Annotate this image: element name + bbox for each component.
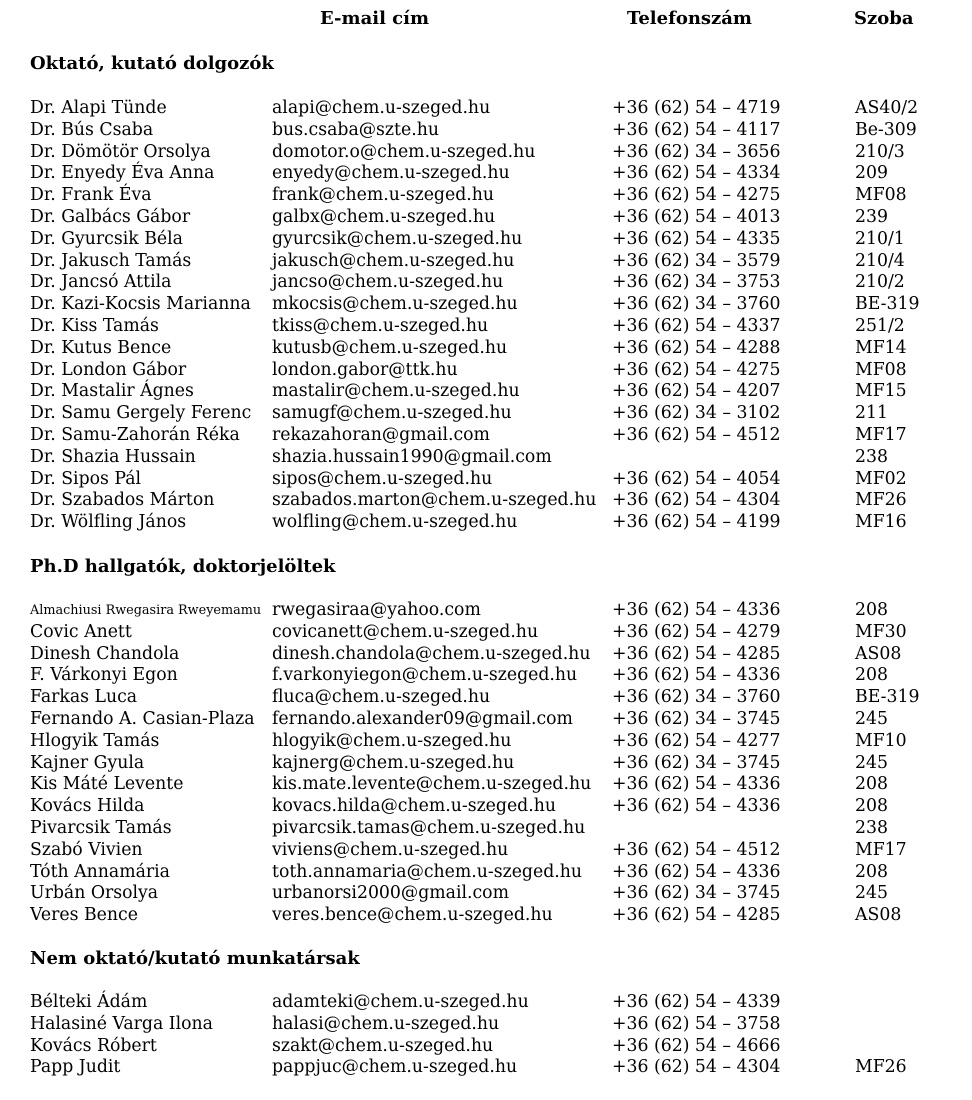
phone-number: +36 (62) 34 – 3102 [612,403,781,424]
phone-number: +36 (62) 54 – 4275 [612,185,781,206]
section-title-teaching-staff: Oktató, kutató dolgozók [30,53,274,74]
email-address: viviens@chem.u-szeged.hu [272,839,509,860]
email-address: frank@chem.u-szeged.hu [272,185,495,206]
person-name: F. Várkonyi Egon [30,665,178,686]
person-name: Dr. Mastalir Ágnes [30,381,194,402]
email-address: pappjuc@chem.u-szeged.hu [272,1057,518,1078]
column-header-room: Szoba [854,8,914,29]
section-teaching-staff [0,98,972,534]
table-row [0,709,972,731]
phone-number: +36 (62) 54 – 4117 [612,119,781,140]
phone-number: +36 (62) 54 – 4719 [612,98,781,118]
person-name: Halasiné Varga Ilona [30,1013,213,1034]
room-number: MF08 [855,185,907,206]
email-address: wolfling@chem.u-szeged.hu [272,512,518,533]
person-name: Dr. Kazi-Kocsis Marianna [30,294,251,315]
email-address: f.varkonyiegon@chem.u-szeged.hu [272,665,578,686]
room-number: MF16 [855,512,907,533]
person-name: Veres Bence [30,905,138,926]
section-non-teaching-staff [0,992,972,1079]
email-address: mkocsis@chem.u-szeged.hu [272,294,518,315]
table-row [0,818,972,840]
phone-number: +36 (62) 54 – 4512 [612,839,781,860]
person-name: Dr. Dömötör Orsolya [30,141,211,162]
room-number: 245 [855,708,888,729]
room-number: 245 [855,752,888,773]
room-number: 210/2 [855,272,905,293]
email-address: tkiss@chem.u-szeged.hu [272,315,489,336]
email-address: jakusch@chem.u-szeged.hu [272,250,515,271]
phone-number: +36 (62) 54 – 4335 [612,228,781,249]
room-number: MF26 [855,1057,907,1078]
person-name: Dinesh Chandola [30,643,180,664]
email-address: szabados.marton@chem.u-szeged.hu [272,490,597,511]
room-number: 239 [855,206,888,227]
email-address: jancso@chem.u-szeged.hu [272,272,504,293]
phone-number: +36 (62) 34 – 3760 [612,687,781,708]
room-number: 208 [855,861,888,882]
phone-number: +36 (62) 54 – 4285 [612,905,781,926]
email-address: urbanorsi2000@gmail.com [272,883,509,904]
email-address: halasi@chem.u-szeged.hu [272,1013,500,1034]
room-number: MF14 [855,337,907,358]
email-address: mastalir@chem.u-szeged.hu [272,381,520,402]
room-number: MF17 [855,424,907,445]
room-number: MF10 [855,730,907,751]
email-address: kovacs.hilda@chem.u-szeged.hu [272,796,557,817]
email-address: kajnerg@chem.u-szeged.hu [272,752,515,773]
table-row [0,142,972,164]
email-address: hlogyik@chem.u-szeged.hu [272,730,512,751]
email-address: galbx@chem.u-szeged.hu [272,206,496,227]
room-number: MF17 [855,839,907,860]
table-row [0,753,972,775]
table-row [0,360,972,382]
table-row [0,207,972,229]
person-name: Tóth Annamária [30,861,170,882]
phone-number: +36 (62) 54 – 4339 [612,992,781,1012]
table-row [0,796,972,818]
room-number: 209 [855,163,888,184]
phone-number: +36 (62) 34 – 3760 [612,294,781,315]
phone-number: +36 (62) 54 – 4337 [612,315,781,336]
email-address: enyedy@chem.u-szeged.hu [272,163,510,184]
table-row [0,163,972,185]
email-address: fluca@chem.u-szeged.hu [272,687,491,708]
room-number: 238 [855,446,888,467]
person-name: Dr. Enyedy Éva Anna [30,163,215,184]
room-number: 251/2 [855,315,905,336]
table-row [0,622,972,644]
room-number: BE-319 [855,687,920,708]
person-name: Dr. Shazia Hussain [30,446,196,467]
person-name: Dr. Samu-Zahorán Réka [30,424,240,445]
email-address: shazia.hussain1990@gmail.com [272,446,552,467]
person-name: Dr. Jakusch Tamás [30,250,192,271]
person-name: Dr. Wölfling János [30,512,187,533]
phone-number: +36 (62) 34 – 3745 [612,752,781,773]
table-row [0,731,972,753]
room-number: 245 [855,883,888,904]
person-name: Bélteki Ádám [30,992,148,1012]
email-address: rwegasiraa@yahoo.com [272,600,481,620]
phone-number: +36 (62) 54 – 4279 [612,621,781,642]
person-name: Szabó Vivien [30,839,143,860]
phone-number: +36 (62) 54 – 4304 [612,1057,781,1078]
email-address: dinesh.chandola@chem.u-szeged.hu [272,643,591,664]
person-name: Kovács Hilda [30,796,145,817]
email-address: veres.bence@chem.u-szeged.hu [272,905,553,926]
room-number: 208 [855,774,888,795]
person-name: Papp Judit [30,1057,121,1078]
phone-number: +36 (62) 54 – 4199 [612,512,781,533]
table-row [0,381,972,403]
table-row [0,883,972,905]
email-address: gyurcsik@chem.u-szeged.hu [272,228,523,249]
room-number: 238 [855,817,888,838]
room-number: MF15 [855,381,907,402]
room-number: Be-309 [855,119,917,140]
table-row [0,644,972,666]
person-name: Dr. Szabados Márton [30,490,215,511]
room-number: MF30 [855,621,907,642]
room-number: MF08 [855,359,907,380]
table-row [0,1036,972,1058]
email-address: bus.csaba@szte.hu [272,119,439,140]
email-address: covicanett@chem.u-szeged.hu [272,621,539,642]
phone-number: +36 (62) 54 – 4336 [612,796,781,817]
table-row [0,120,972,142]
email-address: kis.mate.levente@chem.u-szeged.hu [272,774,592,795]
email-address: domotor.o@chem.u-szeged.hu [272,141,536,162]
table-row [0,600,972,622]
section-title-non-teaching-staff: Nem oktató/kutató munkatársak [30,948,360,969]
room-number: AS08 [855,905,902,926]
person-name: Dr. Jancsó Attila [30,272,172,293]
phone-number: +36 (62) 34 – 3745 [612,883,781,904]
table-row [0,490,972,512]
section-phd-students [0,600,972,927]
person-name: Kovács Róbert [30,1035,157,1056]
phone-number: +36 (62) 54 – 4336 [612,774,781,795]
table-row [0,229,972,251]
phone-number: +36 (62) 54 – 3758 [612,1013,781,1034]
phone-number: +36 (62) 54 – 4336 [612,665,781,686]
person-name: Kajner Gyula [30,752,145,773]
person-name: Pivarcsik Tamás [30,817,172,838]
column-header-phone: Telefonszám [627,8,752,29]
phone-number: +36 (62) 54 – 4054 [612,468,781,489]
phone-number: +36 (62) 34 – 3656 [612,141,781,162]
phone-number: +36 (62) 54 – 4013 [612,206,781,227]
phone-number: +36 (62) 54 – 4304 [612,490,781,511]
phone-number: +36 (62) 54 – 4512 [612,424,781,445]
phone-number: +36 (62) 34 – 3753 [612,272,781,293]
table-row [0,98,972,120]
table-row [0,774,972,796]
table-row [0,185,972,207]
phone-number: +36 (62) 54 – 4275 [612,359,781,380]
phone-number: +36 (62) 54 – 4277 [612,730,781,751]
phone-number: +36 (62) 54 – 4288 [612,337,781,358]
person-name: Dr. Kutus Bence [30,337,172,358]
email-address: rekazahoran@gmail.com [272,424,490,445]
table-row [0,403,972,425]
person-name: Covic Anett [30,621,132,642]
room-number: MF26 [855,490,907,511]
phone-number: +36 (62) 54 – 4336 [612,861,781,882]
phone-number: +36 (62) 34 – 3579 [612,250,781,271]
room-number: 210/1 [855,228,905,249]
person-name: Dr. Galbács Gábor [30,206,191,227]
table-row [0,687,972,709]
person-name: Almachiusi Rwegasira Rweyemamu [30,603,262,618]
table-row [0,840,972,862]
email-address: samugf@chem.u-szeged.hu [272,403,512,424]
table-row [0,862,972,884]
email-address: london.gabor@ttk.hu [272,359,458,380]
room-number: 208 [855,600,888,620]
phone-number: +36 (62) 54 – 4285 [612,643,781,664]
table-row [0,447,972,469]
person-name: Dr. Alapi Tünde [30,98,167,118]
table-row [0,469,972,491]
phone-number: +36 (62) 34 – 3745 [612,708,781,729]
table-row [0,1014,972,1036]
person-name: Dr. Samu Gergely Ferenc [30,403,252,424]
room-number: 208 [855,665,888,686]
room-number: AS40/2 [855,98,919,118]
person-name: Hlogyik Tamás [30,730,160,751]
table-row [0,1057,972,1079]
person-name: Kis Máté Levente [30,774,184,795]
room-number: MF02 [855,468,907,489]
room-number: 211 [855,403,888,424]
room-number: 208 [855,796,888,817]
table-row [0,294,972,316]
person-name: Urbán Orsolya [30,883,159,904]
person-name: Dr. Frank Éva [30,185,152,206]
person-name: Dr. Gyurcsik Béla [30,228,183,249]
room-number: 210/3 [855,141,905,162]
email-address: toth.annamaria@chem.u-szeged.hu [272,861,583,882]
table-row [0,665,972,687]
person-name: Dr. Sipos Pál [30,468,142,489]
table-row [0,251,972,273]
email-address: fernando.alexander09@gmail.com [272,708,573,729]
person-name: Fernando A. Casian-Plaza [30,708,255,729]
person-name: Dr. Kiss Tamás [30,315,159,336]
phone-number: +36 (62) 54 – 4666 [612,1035,781,1056]
room-number: BE-319 [855,294,920,315]
column-header-email: E-mail cím [320,8,430,29]
room-number: 210/4 [855,250,905,271]
email-address: kutusb@chem.u-szeged.hu [272,337,508,358]
person-name: Farkas Luca [30,687,138,708]
section-title-phd-students: Ph.D hallgatók, doktorjelöltek [30,556,336,577]
table-row [0,316,972,338]
table-row [0,425,972,447]
person-name: Dr. London Gábor [30,359,187,380]
table-row [0,905,972,927]
phone-number: +36 (62) 54 – 4207 [612,381,781,402]
person-name: Dr. Bús Csaba [30,119,154,140]
email-address: sipos@chem.u-szeged.hu [272,468,493,489]
table-row [0,272,972,294]
email-address: szakt@chem.u-szeged.hu [272,1035,494,1056]
email-address: adamteki@chem.u-szeged.hu [272,992,529,1012]
email-address: pivarcsik.tamas@chem.u-szeged.hu [272,817,586,838]
table-row [0,338,972,360]
table-row [0,512,972,534]
email-address: alapi@chem.u-szeged.hu [272,98,491,118]
table-row [0,992,972,1014]
phone-number: +36 (62) 54 – 4336 [612,600,781,620]
room-number: AS08 [855,643,902,664]
phone-number: +36 (62) 54 – 4334 [612,163,781,184]
